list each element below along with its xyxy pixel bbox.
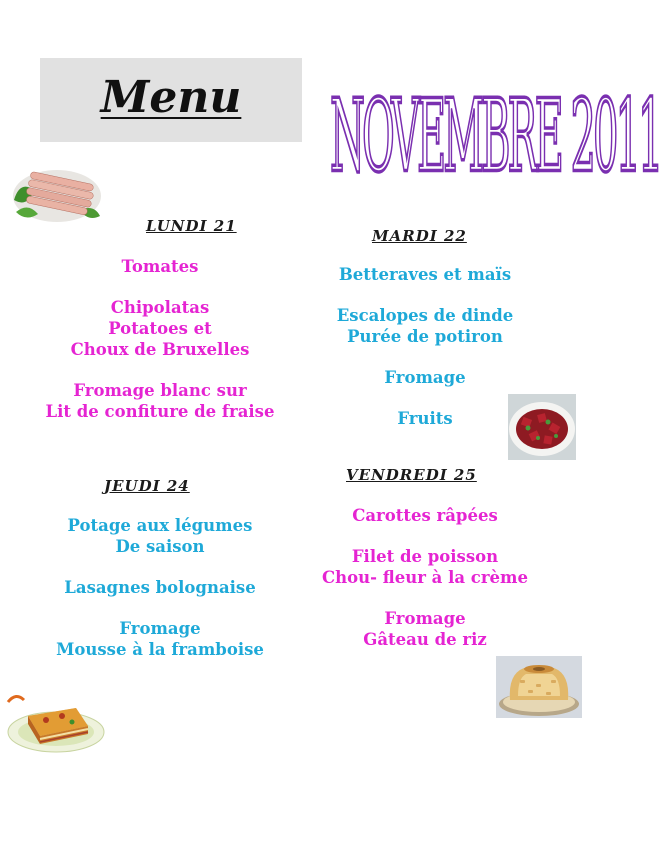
dish-mardi-cheese: Fromage [384, 368, 466, 387]
dish-lundi-main-1: Chipolatas [110, 298, 210, 317]
dish-vendredi-starter: Carottes râpées [352, 506, 498, 525]
dish-jeudi-starter-2: De saison [115, 537, 205, 556]
sausages-image [10, 160, 104, 226]
menu-vendredi [300, 505, 550, 650]
day-heading-mardi: MARDI 22 [372, 227, 467, 245]
menu-title: Menu [100, 72, 242, 123]
dish-vendredi-cheese: Fromage [384, 609, 466, 628]
lasagna-photo [2, 682, 106, 758]
dish-lundi-starter: Tomates [121, 257, 199, 276]
dish-mardi-dessert: Fruits [397, 409, 453, 428]
menu-jeudi [20, 515, 300, 660]
sausages-photo [10, 160, 104, 226]
dish-vendredi-dessert: Gâteau de riz [363, 630, 487, 649]
rice-cake-photo [496, 656, 582, 718]
dish-mardi-main-2: Purée de potiron [347, 327, 503, 346]
dish-jeudi-dessert: Mousse à la framboise [56, 640, 264, 659]
dish-lundi-main-2: Potatoes et [108, 319, 212, 338]
menu-title-box [40, 58, 302, 142]
dish-vendredi-main-1: Filet de poisson [351, 547, 499, 566]
dish-jeudi-cheese: Fromage [119, 619, 201, 638]
dish-jeudi-main: Lasagnes bolognaise [64, 578, 256, 597]
day-heading-vendredi: VENDREDI 25 [346, 466, 477, 484]
dish-lundi-main-3: Choux de Bruxelles [70, 340, 250, 359]
beet-salad-image [508, 394, 576, 460]
lasagna-image [2, 682, 106, 758]
dish-lundi-dessert-1: Fromage blanc sur [73, 381, 247, 400]
dish-jeudi-starter-1: Potage aux légumes [67, 516, 253, 535]
rice-cake-image [496, 656, 582, 718]
month-title: NOVEMBRE 2011 [330, 80, 660, 196]
dish-mardi-starter: Betteraves et maïs [338, 265, 512, 284]
dish-vendredi-main-2: Chou- fleur à la crème [322, 568, 528, 587]
day-heading-jeudi: JEUDI 24 [104, 477, 190, 495]
day-heading-lundi: LUNDI 21 [146, 217, 237, 235]
dish-lundi-dessert-2: Lit de confiture de fraise [45, 402, 275, 421]
menu-lundi [20, 256, 300, 422]
beet-salad-photo [508, 394, 576, 460]
dish-mardi-main-1: Escalopes de dinde [336, 306, 514, 325]
